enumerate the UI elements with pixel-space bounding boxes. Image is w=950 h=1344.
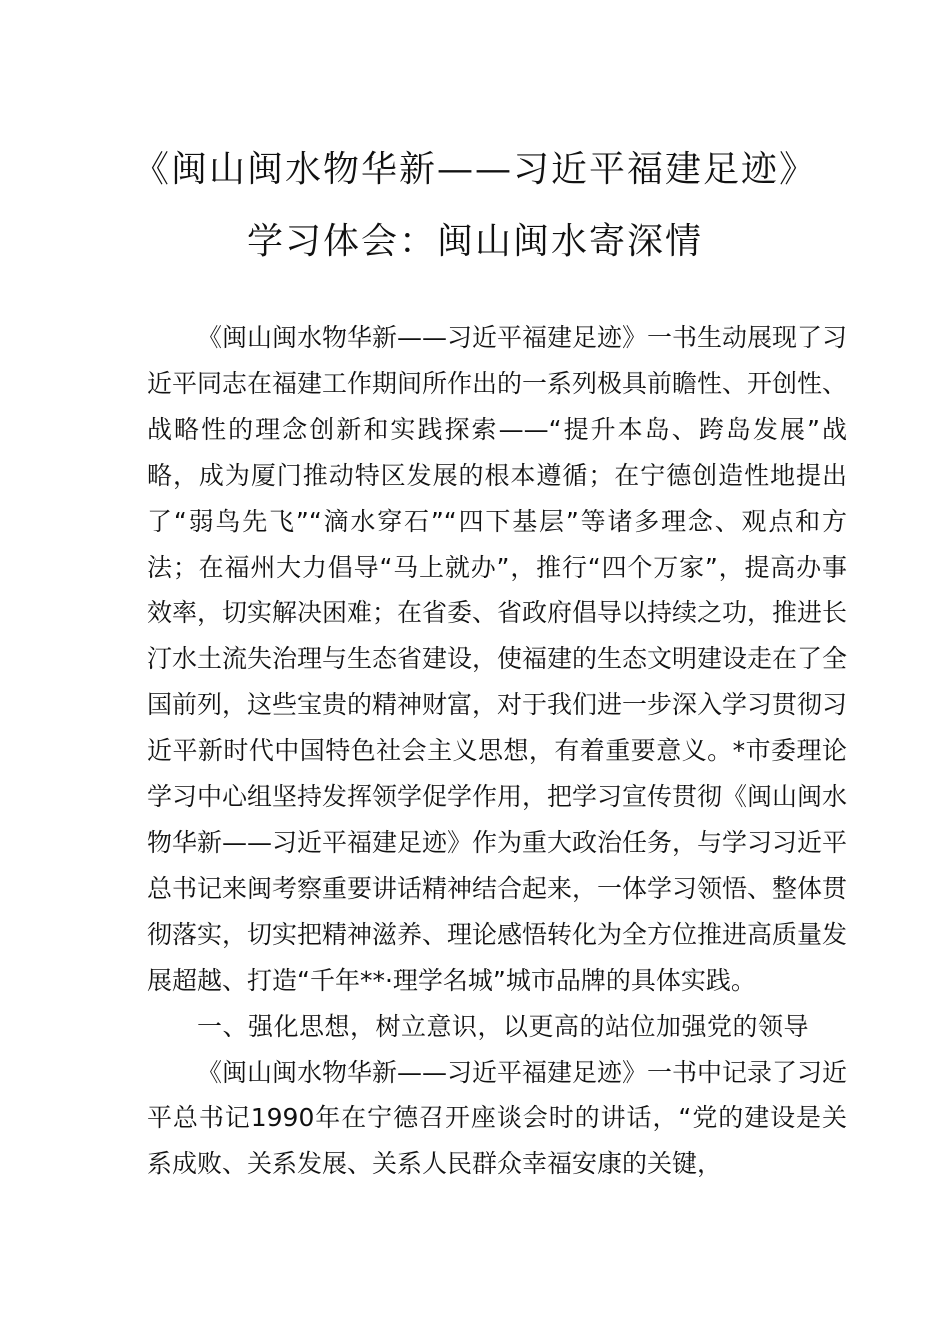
section-heading-1: 一、强化思想，树立意识，以更高的站位加强党的领导 xyxy=(197,1011,810,1041)
document-title-line-2: 学习体会：闽山闽水寄深情 xyxy=(246,221,703,262)
body-paragraph-intro: 《闽山闽水物华新——习近平福建足迹》一书生动展现了习近平同志在福建工作期间所作出的一系列极具前瞻性、开创性、战略性的理念创新和实践探索——“提升本岛、跨岛发展”战略，成为厦门推动特区发展的根本遵循；在宁德创造性地提出了“弱鸟先飞”“滴水穿石”“四下基层”等诸多理念、观点和方法；在福州大力倡导“马上就办”，推行“四个万家”，提高办事效率，切实解决困难；在省委、省政府倡导以持续之功，推进长汀水土流失治理与生态省建设，使福建的生态文明建设走在了全国前列，这些宝贵的精神财富，对于我们进一步深入学习贯彻习近平新时代中国特色社会主义思想，有着重要意义。*市委理论学习中心组坚持发挥领学促学作用，把学习宣传贯彻《闽山闽水物华新——习近平福建足迹》作为重大政治任务，与学习习近平总书记来闽考察重要讲话精神结合起来，一体学习领悟、整体贯彻落实，切实把精神滋养、理论感悟转化为全方位推进高质量发展超越、打造“千年**·理学名城”城市品牌的具体实践。 xyxy=(147,323,848,995)
body-paragraph-section-1: 《闽山闽水物华新——习近平福建足迹》一书中记录了习近平总书记1990年在宁德召开座谈会时的讲话，“党的建设是关系成败、关系发展、关系人民群众幸福安康的关键， xyxy=(147,1057,848,1179)
document-body xyxy=(147,315,847,1187)
document-title-line-1: 《闽山闽水物华新——习近平福建足迹》 xyxy=(132,149,817,190)
